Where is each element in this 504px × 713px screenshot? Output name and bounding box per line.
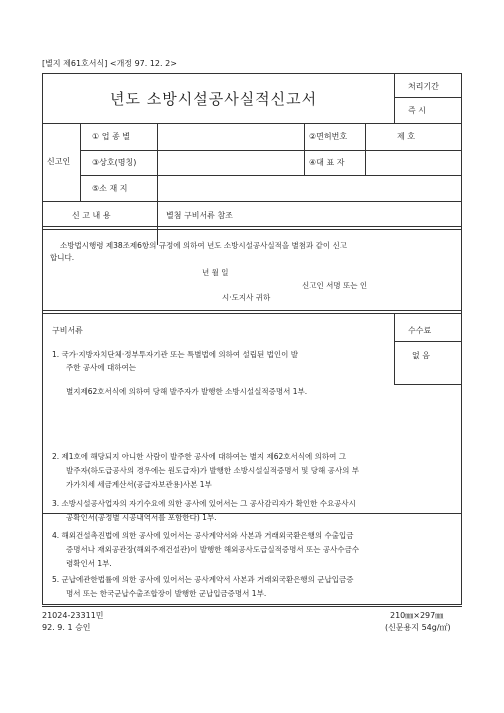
company-name-field[interactable] xyxy=(161,157,301,169)
declaration-signer[interactable]: 신고인 서명 또는 인 xyxy=(302,281,368,290)
business-type-field[interactable] xyxy=(161,131,301,143)
form-id: [별지 제61호서식] <개정 97. 12. 2> xyxy=(42,59,177,68)
report-content-value: 별첨 구비서류 참조 xyxy=(166,211,233,220)
document-item-4-line3: 령확인서 1부. xyxy=(66,559,112,568)
declaration-text-line2: 합니다. xyxy=(50,253,75,262)
report-content-label: 신 고 내 용 xyxy=(72,211,111,220)
business-type-label: ① 업 종 별 xyxy=(92,132,130,141)
document-item-2-line2: 발주자(하도급공사의 경우에는 원도급자)가 발행한 소방시설실적증명서 및 당해 공사의 부 xyxy=(66,466,359,475)
processing-period-label: 처리기간 xyxy=(408,82,439,91)
reporter-section-label: 신고인 xyxy=(47,157,71,166)
footer-paper-size: 210㎜×297㎜ xyxy=(390,611,444,620)
representative-field[interactable] xyxy=(369,157,459,169)
address-label: ⑤소 재 지 xyxy=(92,184,128,193)
document-item-1-line1: 1. 국가·지방자치단체·정부투자기관 또는 특별법에 의하여 설립된 법인이 발 xyxy=(52,350,298,359)
document-item-1-line2: 주한 공사에 대하여는 xyxy=(66,363,136,372)
footer-paper-type: (신문용지 54g/㎡) xyxy=(385,623,451,632)
form-title: 년도 소방시설공사실적신고서 xyxy=(110,90,318,108)
license-number-value[interactable]: 제 호 xyxy=(397,132,415,141)
processing-period-value: 즉 시 xyxy=(408,106,426,115)
fee-value: 없 음 xyxy=(412,351,430,360)
fee-label: 수수료 xyxy=(408,326,432,335)
documents-header: 구비서류 xyxy=(52,326,83,335)
address-field[interactable] xyxy=(161,183,456,195)
representative-label: ④대 표 자 xyxy=(309,158,345,167)
company-name-label: ③상호(명칭) xyxy=(92,158,137,167)
document-item-4-line1: 4. 해외건설촉진법에 의한 공사에 있어서는 공사계약서와 사본과 거래외국환은행의 수출입금 xyxy=(52,531,354,540)
document-item-2-line3: 가가치세 세금계산서(공급자보관용)사본 1부 xyxy=(66,480,212,489)
document-item-4-line2: 증명서나 재외공관장(해외주재건설관)이 발행한 해외공사도급실적증명서 또는 공사수금수 xyxy=(66,545,360,554)
document-item-3-line2: 공확인서(공정별 시공내역서를 포함한다) 1부. xyxy=(66,513,217,522)
footer-form-code: 21024-23311민 xyxy=(42,611,104,620)
document-item-3-line1: 3. 소방시설공사업자의 자기수요에 의한 공사에 있어서는 그 공사감리자가 확인한 수요공사시 xyxy=(52,499,356,508)
document-item-5-line1: 5. 군납에관한법률에 의한 공사에 있어서는 공사계약서 사본과 거래외국환은행의 군납입금증 xyxy=(52,575,354,584)
declaration-addressee: 시·도지사 귀하 xyxy=(222,293,271,302)
declaration-date[interactable]: 년 월 일 xyxy=(202,268,229,277)
document-item-1-line3: 별지제62호서식에 의하여 당해 발주자가 발행한 소방시설실적증명서 1부. xyxy=(66,387,308,396)
declaration-text-line1: 소방법시행령 제38조제6항의 규정에 의하여 년도 소방시설공사실적을 별첨과 같이 신고 xyxy=(60,241,347,250)
documents-frame xyxy=(42,313,462,605)
document-item-5-line2: 명서 또는 한국군납수출조합장이 발행한 군납입금증명서 1부. xyxy=(66,589,267,598)
document-item-2-line1: 2. 제1호에 해당되지 아니한 사람이 발주한 공사에 대하여는 별지 제62호서식에 의하여 그 xyxy=(52,452,347,461)
license-number-label: ②면허번호 xyxy=(309,132,348,141)
footer-approval: 92. 9. 1 승인 xyxy=(42,623,91,632)
